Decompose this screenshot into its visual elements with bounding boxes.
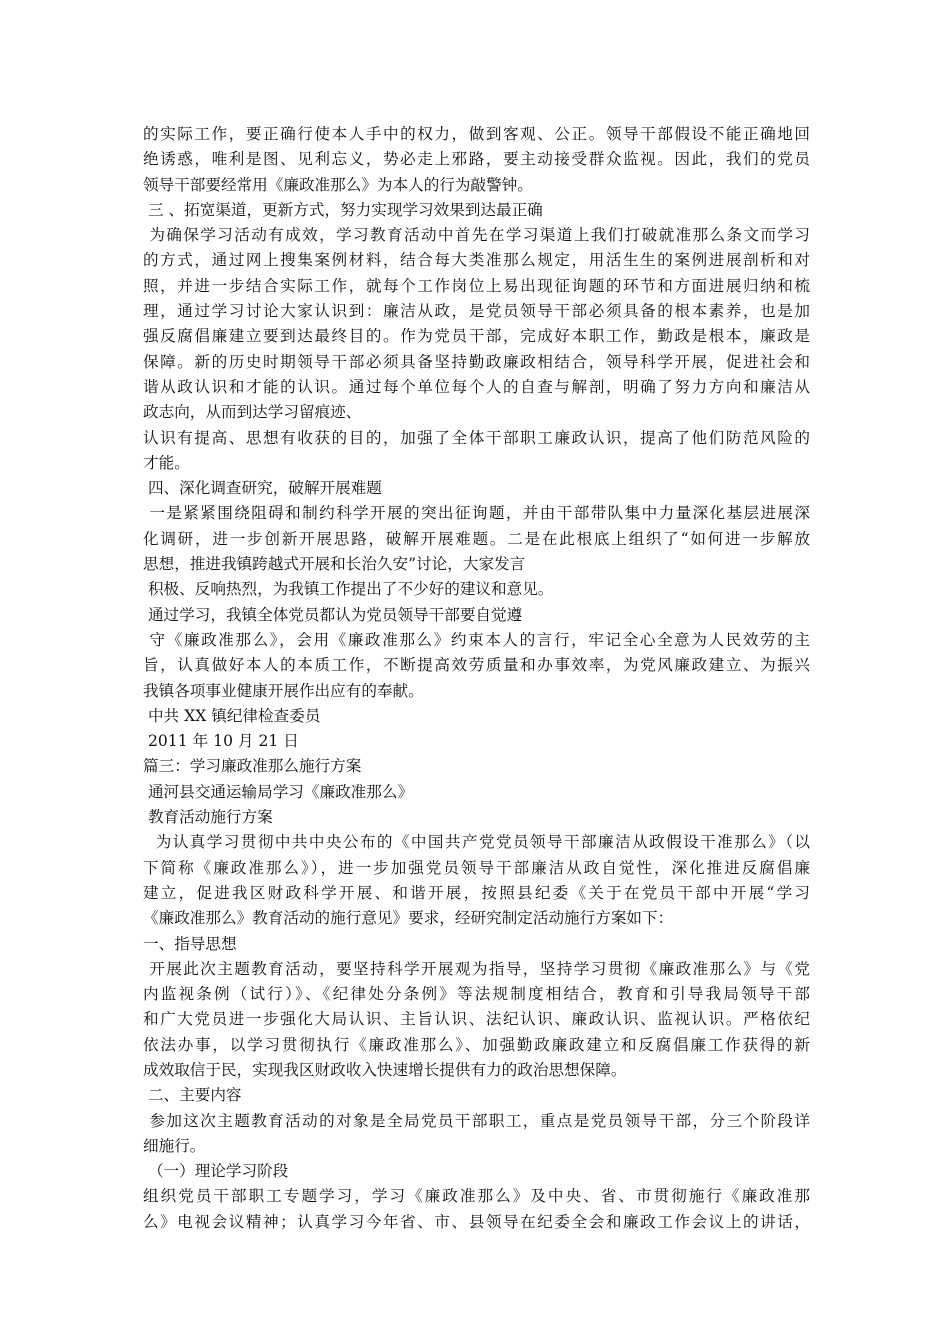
text-line: 一是紧紧围绕阻碍和制约科学开展的突出征询题，并由干部带队集中力量深化基层进展深	[143, 504, 810, 523]
text-line: 通河县交通运输局学习《廉政准那么》	[143, 782, 414, 801]
text-line: 思想，推进我镇跨越式开展和长治久安”讨论，大家发言	[143, 555, 526, 574]
text-line: 建立，促进我区财政科学开展、和谐开展，按照县纪委《关于在党员干部中开展“学习	[143, 883, 810, 902]
text-line: 守《廉政准那么》，会用《廉政准那么》约束本人的言行，牢记全心全意为人民效劳的主	[143, 630, 810, 649]
text-line: 细施行。	[143, 1136, 206, 1155]
text-line: 旨，认真做好本人的本质工作，不断提高效劳质量和办事效率，为党风廉政建立、为振兴	[143, 656, 810, 675]
text-line: 理，通过学习讨论大家认识到：廉洁从政，是党员领导干部必须具备的根本素养，也是加	[143, 302, 810, 321]
text-line: 通过学习，我镇全体党员都认为党员领导干部要自觉遵	[143, 605, 523, 624]
text-line: 化调研，进一步创新开展思路，破解开展难题。二是在此根底上组织了“如何进一步解放	[143, 529, 810, 548]
text-line: 强反腐倡廉建立要到达最终目的。作为党员干部，完成好本职工作，勤政是根本，廉政是	[143, 327, 810, 346]
text-line: 照，并进一步结合实际工作，就每个工作岗位上易出现征询题的环节和方面进展归纳和梳	[143, 276, 810, 295]
text-line: 么》电视会议精神；认真学习今年省、市、县领导在纪委全会和廉政工作会议上的讲话，	[143, 1212, 810, 1231]
text-line: 内监视条例（试行）》、《纪律处分条例》等法规制度相结合，教育和引导我局领导干部	[143, 985, 810, 1004]
text-line: 绝诱惑，唯利是图、见利忘义，势必走上邪路，要主动接受群众监视。因此，我们的党员	[143, 150, 810, 169]
text-line: 的实际工作，要正确行使本人手中的权力，做到客观、公正。领导干部假设不能正确地回	[143, 125, 810, 143]
text-line: 四、深化调查研究，破解开展难题	[143, 479, 382, 498]
text-line: 下简称《廉政准那么》），进一步加强党员领导干部廉洁从政自觉性，深化推进反腐倡廉	[143, 858, 810, 877]
text-line: 的方式，通过网上搜集案例材料，结合每大类准那么规定，用活生生的案例进展剖析和对	[143, 251, 810, 270]
text-line: 教育活动施行方案	[143, 808, 273, 827]
text-line: 认识有提高、思想有收获的目的，加强了全体干部职工廉政认识，提高了他们防范风险的	[143, 428, 810, 447]
text-line: 篇三：学习廉政准那么施行方案	[143, 757, 362, 776]
text-line: 才能。	[143, 453, 190, 472]
text-line: 组织党员干部职工专题学习，学习《廉政准那么》及中央、省、市贯彻施行《廉政准那	[143, 1187, 810, 1206]
text-line: 为确保学习活动有成效，学习教育活动中首先在学习渠道上我们打破就准那么条文而学习	[143, 226, 810, 245]
text-line: 2011 年 10 月 21 日	[143, 732, 299, 751]
text-line: 领导干部要经常用《廉政准那么》为本人的行为敲警钟。	[143, 175, 533, 194]
text-line: 二、主要内容	[143, 1086, 242, 1105]
text-line: 开展此次主题教育活动，要坚持科学开展观为指导，坚持学习贯彻《廉政准那么》与《党	[143, 959, 810, 978]
text-line: 和广大党员进一步强化大局认识、主旨认识、法纪认识、廉政认识、监视认识。严格依纪	[143, 1010, 810, 1029]
text-line: 成效取信于民，实现我区财政收入快速增长提供有力的政治思想保障。	[143, 1060, 627, 1079]
text-line: 我镇各项事业健康开展作出应有的奉献。	[143, 681, 424, 700]
text-line: 为认真学习贯彻中共中央公布的《中国共产党党员领导干部廉洁从政假设干准那么》（以	[143, 833, 810, 852]
document-body	[143, 122, 810, 1235]
text-line: 中共 XX 镇纪律检查委员	[143, 706, 321, 725]
text-line: 依法办事，以学习贯彻执行《廉政准那么》、加强勤政廉政建立和反腐倡廉工作获得的新	[143, 1035, 810, 1054]
text-line: 三 、拓宽渠道，更新方式，努力实现学习效果到达最正确	[143, 200, 543, 219]
text-line: 谐从政认识和才能的认识。通过每个单位每个人的自查与解剖，明确了努力方向和廉洁从	[143, 377, 810, 396]
text-line: 保障。新的历史时期领导干部必须具备坚持勤政廉政相结合，领导科学开展，促进社会和	[143, 352, 810, 371]
text-line: （一）理论学习阶段	[143, 1162, 289, 1181]
text-line: 参加这次主题教育活动的对象是全局党员干部职工，重点是党员领导干部，分三个阶段详	[143, 1111, 810, 1130]
text-line: 政志向，从而到达学习留痕迹、	[143, 403, 362, 422]
text-line: 一、指导思想	[143, 934, 237, 953]
text-line: 《廉政准那么》教育活动的施行意见》要求，经研究制定活动施行方案如下：	[143, 909, 674, 928]
text-line: 积极、反响热烈，为我镇工作提出了不少好的建议和意见。	[143, 580, 554, 599]
